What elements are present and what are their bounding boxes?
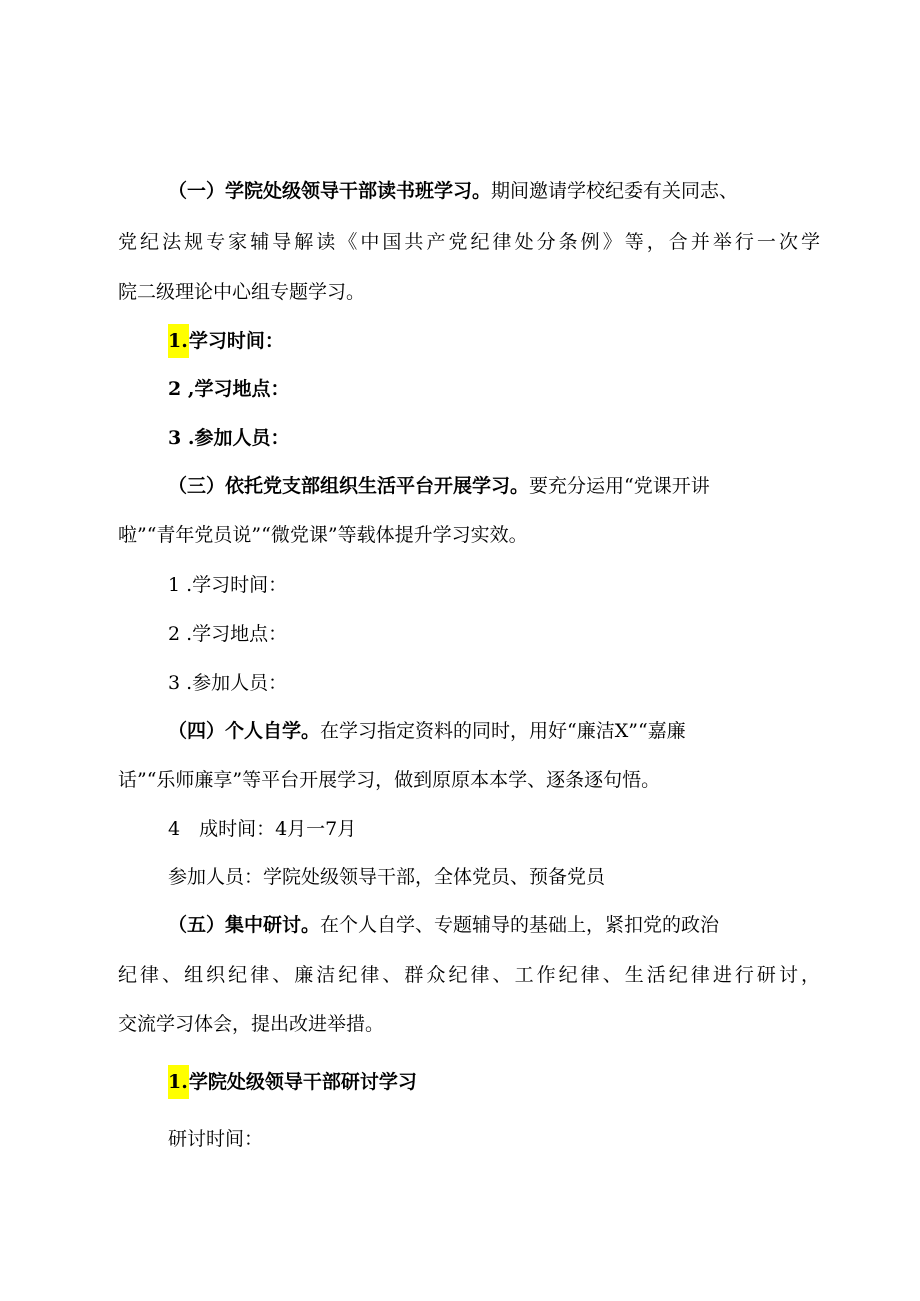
section-5-body-line-1: 在个人自学、专题辅导的基础上，紧扣党的政治 xyxy=(320,914,720,936)
section-1-item-1-number: 1. xyxy=(168,324,189,358)
section-3-body-line-2: 啦”“青年党员说”“微党课”等载体提升学习实效。 xyxy=(118,524,528,546)
section-4-heading: （四）个人自学。 xyxy=(168,720,321,742)
section-3-heading: （三）依托党支部组织生活平台开展学习。 xyxy=(168,475,530,497)
section-4-body-line-2: 话”“乐师廉享”等平台开展学习，做到原原本本学、逐条逐句悟。 xyxy=(118,769,661,791)
section-3-item-1: 1 .学习时间： xyxy=(168,574,288,596)
section-5-heading: （五）集中研讨。 xyxy=(168,914,321,936)
section-1-item-1 xyxy=(168,326,284,356)
section-1-item-2: 2 ,学习地点： xyxy=(168,378,290,400)
section-3-line-1 xyxy=(168,471,820,501)
section-4-body-line-1: 在学习指定资料的同时，用好“廉洁X”“嘉廉 xyxy=(320,720,686,742)
section-5-body-line-3: 交流学习体会，提出改进举措。 xyxy=(118,1013,385,1035)
section-1-heading: （一）学院处级领导干部读书班学习。 xyxy=(168,180,492,202)
section-5-time-line: 研讨时间： xyxy=(168,1128,264,1150)
section-3-item-2: 2 .学习地点： xyxy=(168,623,288,645)
section-5-body-line-2: 纪律、组织纪律、廉洁纪律、群众纪律、工作纪律、生活纪律进行研讨， xyxy=(118,964,820,986)
section-5-item-1-label: 学院处级领导干部研讨学习 xyxy=(188,1071,417,1093)
section-1-body-line-3: 院二级理论中心组专题学习。 xyxy=(118,281,366,303)
section-5-item-1 xyxy=(168,1067,417,1097)
section-1-item-3: 3 .参加人员： xyxy=(168,427,290,449)
section-5-item-1-number: 1. xyxy=(168,1065,189,1099)
section-4-line-1 xyxy=(168,716,820,746)
section-1-body-line-1: 期间邀请学校纪委有关同志、 xyxy=(491,180,739,202)
section-1-body-line-2: 党纪法规专家辅导解读《中国共产党纪律处分条例》等，合并举行一次学 xyxy=(118,231,820,253)
section-1-item-1-label: 学习时间： xyxy=(188,330,284,352)
section-4-time-line: 4 成时间：4月一7月 xyxy=(168,818,357,840)
section-3-item-3: 3 .参加人员： xyxy=(168,672,288,694)
section-4-people-line: 参加人员：学院处级领导干部，全体党员、预备党员 xyxy=(168,866,606,888)
section-5-line-1 xyxy=(168,910,820,940)
section-3-body-line-1: 要充分运用“党课开讲 xyxy=(529,475,710,497)
section-1-line-1 xyxy=(168,176,820,206)
